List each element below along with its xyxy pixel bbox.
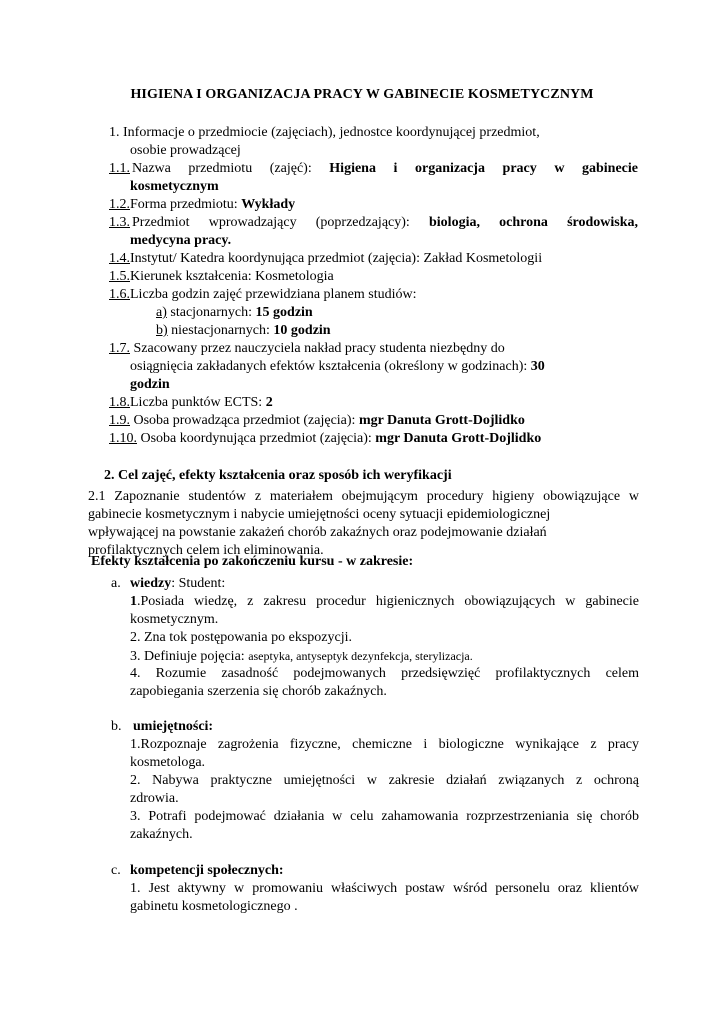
item-1-3-number: 1.3. xyxy=(109,215,130,230)
item-1-10-value: mgr Danuta Grott-Dojlidko xyxy=(375,431,542,446)
section2-heading xyxy=(104,467,452,485)
item-1-2 xyxy=(109,196,295,214)
effects-a-item-1-cont: kosmetycznym. xyxy=(130,612,219,627)
item-1-6-a xyxy=(156,304,313,322)
item-1-7-text-cont: osiągnięcia zakładanych efektów kształcenia (określony w godzinach): xyxy=(130,359,531,374)
item-1-4-text: Instytut/ Katedra koordynująca przedmiot (zajęcia): Zakład Kosmetologii xyxy=(130,251,543,266)
item-1-7-text: Szacowany przez nauczyciela nakład pracy studenta niezbędny do xyxy=(130,341,505,356)
item-1-4-number: 1.4. xyxy=(109,251,130,266)
item-1-6-b-label: niestacjonarnych: xyxy=(167,323,274,338)
effects-b-heading-text: umiejętności: xyxy=(133,719,214,734)
item-1-9 xyxy=(109,412,525,430)
item-1-1-value: Higiena i organizacja pracy w gabinecie xyxy=(329,161,638,176)
effects-a-item-3-label: 3. Definiuje pojęcia: xyxy=(130,649,249,664)
item-1-6-b-value: 10 godzin xyxy=(273,323,331,338)
section2-paragraph-line-1: 2.1 Zapoznanie studentów z materiałem obejmującym procedury higieny obowiązujące w xyxy=(88,489,639,504)
item-1-7-number: 1.7. xyxy=(109,341,130,356)
item-1-9-value: mgr Danuta Grott-Dojlidko xyxy=(358,413,525,428)
item-1-1-value-cont-text: kosmetycznym xyxy=(130,179,219,194)
effects-a-item-3-terms: aseptyka, antyseptyk dezynfekcja, sterylizacja. xyxy=(248,649,473,663)
effects-a-item-1-text: .Posiada wiedzę, z zakresu procedur higienicznych obowiązujących w gabinecie xyxy=(137,594,639,609)
item-1-1-line xyxy=(132,160,638,178)
item-1-5-number: 1.5. xyxy=(109,269,130,284)
item-1-6 xyxy=(109,286,417,304)
effects-b-item-3-cont: zakaźnych. xyxy=(130,827,193,842)
effects-c-item-1-cont: gabinetu kosmetologicznego . xyxy=(130,899,298,914)
effects-b-item-3: 3. Potrafi podejmować działania w celu zahamowania rozprzestrzeniania się chorób xyxy=(130,809,639,824)
item-1-6-number: 1.6. xyxy=(109,287,130,302)
document-title: HIGIENA I ORGANIZACJA PRACY W GABINECIE KOSMETYCZNYM xyxy=(130,87,594,102)
section2-heading-text: 2. Cel zajęć, efekty kształcenia oraz sposób ich weryfikacji xyxy=(104,468,452,483)
section1-heading-cont: osobie prowadzącej xyxy=(130,143,241,158)
item-1-2-label: Forma przedmiotu: xyxy=(130,197,242,212)
item-1-8-value: 2 xyxy=(265,395,273,410)
item-1-3-value-cont xyxy=(130,232,231,250)
effects-c-letter: c. xyxy=(111,863,121,878)
section2-paragraph-line-2: gabinecie kosmetycznym i nabycie umiejętności oceny sytuacji epidemiologicznej xyxy=(88,507,551,522)
item-1-8-number: 1.8. xyxy=(109,395,130,410)
item-1-3-value: biologia, ochrona środowiska, xyxy=(429,215,639,230)
effects-a-heading-rest: : Student: xyxy=(171,576,226,591)
item-1-2-number: 1.2. xyxy=(109,197,130,212)
item-1-1-label: Nazwa przedmiotu (zajęć): xyxy=(132,161,312,176)
item-1-6-a-label: stacjonarnych: xyxy=(166,305,256,320)
item-1-4 xyxy=(109,250,542,268)
item-1-10-number: 1.10. xyxy=(109,431,137,446)
effects-a-heading-bold: wiedzy xyxy=(130,576,172,591)
item-1-7 xyxy=(109,340,505,358)
section2-paragraph-line-4: profilaktycznych celem ich eliminowania. xyxy=(88,543,324,558)
item-1-3-value-cont-text: medycyna pracy. xyxy=(130,233,232,248)
effects-heading-text: Efekty kształcenia po zakończeniu kursu - w zakresie: xyxy=(91,554,414,569)
effects-heading xyxy=(91,553,413,571)
effects-a-letter: a. xyxy=(111,576,121,591)
effects-a-item-4-cont: zapobiegania szerzenia się chorób zakaźnych. xyxy=(130,684,387,699)
item-1-8 xyxy=(109,394,273,412)
item-1-6-text: Liczba godzin zajęć przewidziana planem studiów: xyxy=(130,287,417,302)
item-1-7-value-cont-text: godzin xyxy=(130,377,170,392)
item-1-1-number: 1.1. xyxy=(109,161,130,176)
item-1-7-value-cont xyxy=(130,376,170,394)
effects-b-item-1-cont: kosmetologa. xyxy=(130,755,206,770)
effects-a-item-1 xyxy=(130,593,639,611)
item-1-10-label: Osoba koordynująca przedmiot (zajęcia): xyxy=(137,431,376,446)
item-1-6-a-value: 15 godzin xyxy=(255,305,313,320)
item-1-5 xyxy=(109,268,334,286)
effects-a-heading xyxy=(130,575,225,593)
item-1-6-a-letter: a) xyxy=(156,305,167,320)
effects-a-item-2: 2. Zna tok postępowania po ekspozycji. xyxy=(130,630,353,645)
effects-c-heading-text: kompetencji społecznych: xyxy=(130,863,284,878)
effects-b-item-1: 1.Rozpoznaje zagrożenia fizyczne, chemiczne i biologiczne wynikające z pracy xyxy=(130,737,639,752)
item-1-9-number: 1.9. xyxy=(109,413,130,428)
effects-b-item-2: 2. Nabywa praktyczne umiejętności w zakresie działań związanych z ochroną xyxy=(130,773,639,788)
item-1-3-label: Przedmiot wprowadzający (poprzedzający): xyxy=(132,215,410,230)
item-1-3-line xyxy=(132,214,638,232)
item-1-1-value-cont xyxy=(130,178,219,196)
item-1-10 xyxy=(109,430,541,448)
effects-c-item-1: 1. Jest aktywny w promowaniu właściwych postaw wśród personelu oraz klientów xyxy=(130,881,639,896)
item-1-2-value: Wykłady xyxy=(241,197,296,212)
item-1-7-value: 30 xyxy=(530,359,545,374)
item-1-6-b-letter: b) xyxy=(156,323,168,338)
effects-b-heading xyxy=(133,718,213,736)
item-1-7-cont xyxy=(130,358,545,376)
effects-b-letter: b. xyxy=(111,719,122,734)
effects-c-heading xyxy=(130,862,284,880)
item-1-6-b xyxy=(156,322,331,340)
effects-a-item-4: 4. Rozumie zasadność podejmowanych przedsięwzięć profilaktycznych celem xyxy=(130,666,639,681)
section2-paragraph-line-3: wpływającej na powstanie zakażeń chorób zakaźnych oraz podejmowanie działań xyxy=(88,525,547,540)
item-1-8-label: Liczba punktów ECTS: xyxy=(130,395,266,410)
effects-a-item-3 xyxy=(130,647,473,666)
effects-a-item-1-number: 1 xyxy=(130,594,137,609)
effects-b-item-2-cont: zdrowia. xyxy=(130,791,179,806)
item-1-9-label: Osoba prowadząca przedmiot (zajęcia): xyxy=(130,413,359,428)
section1-heading: 1. Informacje o przedmiocie (zajęciach), jednostce koordynującej przedmiot, xyxy=(109,125,540,140)
item-1-5-text: Kierunek kształcenia: Kosmetologia xyxy=(130,269,334,284)
